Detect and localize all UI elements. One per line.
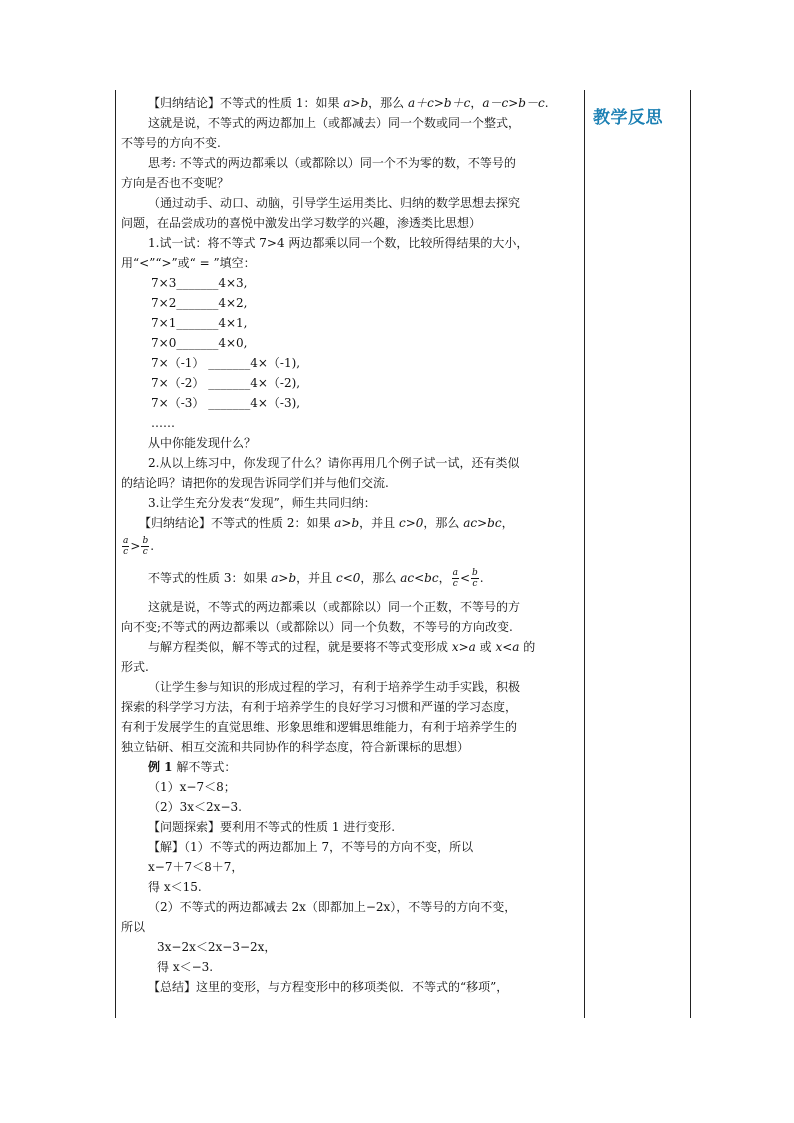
text-line: 2.从以上练习中，你发现了什么？请你再用几个例子试一试，还有类似 <box>148 456 520 470</box>
text-line: 不等号的方向不变. <box>121 136 221 150</box>
text-line: （2）3x＜2x−3. <box>148 800 242 814</box>
table-column-divider <box>584 90 585 1018</box>
fill-blank-item: 7×（-3） _______4×（-3), <box>151 396 301 410</box>
fill-blank-item: 7×（-1） _______4×（-1), <box>151 356 301 370</box>
fill-blank-item: 7×3_______4×3, <box>151 276 248 290</box>
text-line: 得 x＜−3. <box>157 960 214 974</box>
table-right-border <box>690 90 691 1018</box>
text-line: 向不变;不等式的两边都乘以（或都除以）同一个负数，不等号的方向改变. <box>121 620 513 634</box>
text-line: 3.让学生充分发表“发现”，师生共同归纳： <box>148 496 376 510</box>
text-line: 【问题探索】要利用不等式的性质 1 进行变形. <box>148 820 396 834</box>
text-line: （2）不等式的两边都减去 2x（即都加上−2x），不等号的方向不变， <box>148 900 517 914</box>
text-line: 与解方程类似，解不等式的过程，就是要将不等式变形成 x>a 或 x<a 的 <box>148 640 536 654</box>
text-line: x−7＋7＜8＋7， <box>148 860 244 874</box>
table-left-border <box>115 90 116 1018</box>
text-line: 有利于发展学生的直觉思维、形象思维和逻辑思维能力，有利于培养学生的 <box>121 720 518 734</box>
text-line: 思考: 不等式的两边都乘以（或都除以）同一个不为零的数，不等号的 <box>148 156 516 170</box>
text-line: 【解】（1）不等式的两边都加上 7，不等号的方向不变，所以 <box>148 840 474 854</box>
fill-blank-item: 7×2_______4×2, <box>151 296 248 310</box>
property-3-line: 不等式的性质 3：如果 a>b，并且 c<0，那么 ac<bc， $\frac{a}{c}$ < $\frac{b}{c}$ . <box>148 568 484 589</box>
text-line: 方向是否也不变呢？ <box>121 176 230 190</box>
fill-blank-item: 7×1_______4×1, <box>151 316 248 330</box>
lesson-content <box>121 93 579 997</box>
property-1-line: 【归纳结论】不等式的性质 1：如果 a>b，那么 a＋c>b＋c，a－c>b－c. <box>148 96 549 110</box>
fill-blank-item: 7×（-2） _______4×（-2), <box>151 376 301 390</box>
fraction-inequality-1: $\frac{a}{c}$ > $\frac{b}{c}$ . <box>123 536 155 557</box>
text-line: （让学生参与知识的形成过程的学习，有利于培养学生动手实践，积极 <box>148 680 521 694</box>
example-heading: 例 1 解不等式： <box>148 760 237 774</box>
text-line: 的结论吗？请把你的发现告诉同学们并与他们交流. <box>121 476 389 490</box>
text-line: 形式. <box>121 660 149 674</box>
property-2-line: 【归纳结论】不等式的性质 2：如果 a>b，并且 c>0，那么 ac>bc， <box>139 516 514 530</box>
text-line: 3x−2x＜2x−3−2x， <box>157 940 277 954</box>
text-line: 这就是说，不等式的两边都加上（或都减去）同一个数或同一个整式， <box>148 116 521 130</box>
reflection-column-title: 教学反思 <box>593 108 663 128</box>
text-line: 探索的科学学习方法，有利于培养学生的良好学习习惯和严谨的学习态度， <box>121 700 518 714</box>
text-line: （1）x−7＜8； <box>148 780 236 794</box>
text-line: 用“<”“>”或“ = ”填空： <box>121 256 256 270</box>
text-line: 【总结】这里的变形，与方程变形中的移项类似．不等式的“移项”， <box>148 980 509 994</box>
fill-blank-item: 7×0_______4×0, <box>151 336 248 350</box>
text-line: 这就是说，不等式的两边都乘以（或都除以）同一个正数，不等号的方 <box>148 600 521 614</box>
text-line: 问题，在品尝成功的喜悦中激发出学习数学的兴趣，渗透类比思想） <box>121 216 482 230</box>
text-line: 独立钻研、相互交流和共同协作的科学态度，符合新课标的思想） <box>121 740 470 754</box>
text-line: 得 x＜15. <box>148 880 202 894</box>
text-line: 所以 <box>121 920 146 934</box>
text-line: 从中你能发现什么？ <box>148 436 257 450</box>
ellipsis: …… <box>151 416 175 430</box>
text-line: 1.试一试：将不等式 7>4 两边都乘以同一个数，比较所得结果的大小， <box>148 236 529 250</box>
text-line: （通过动手、动口、动脑，引导学生运用类比、归纳的数学思想去探究 <box>148 196 521 210</box>
